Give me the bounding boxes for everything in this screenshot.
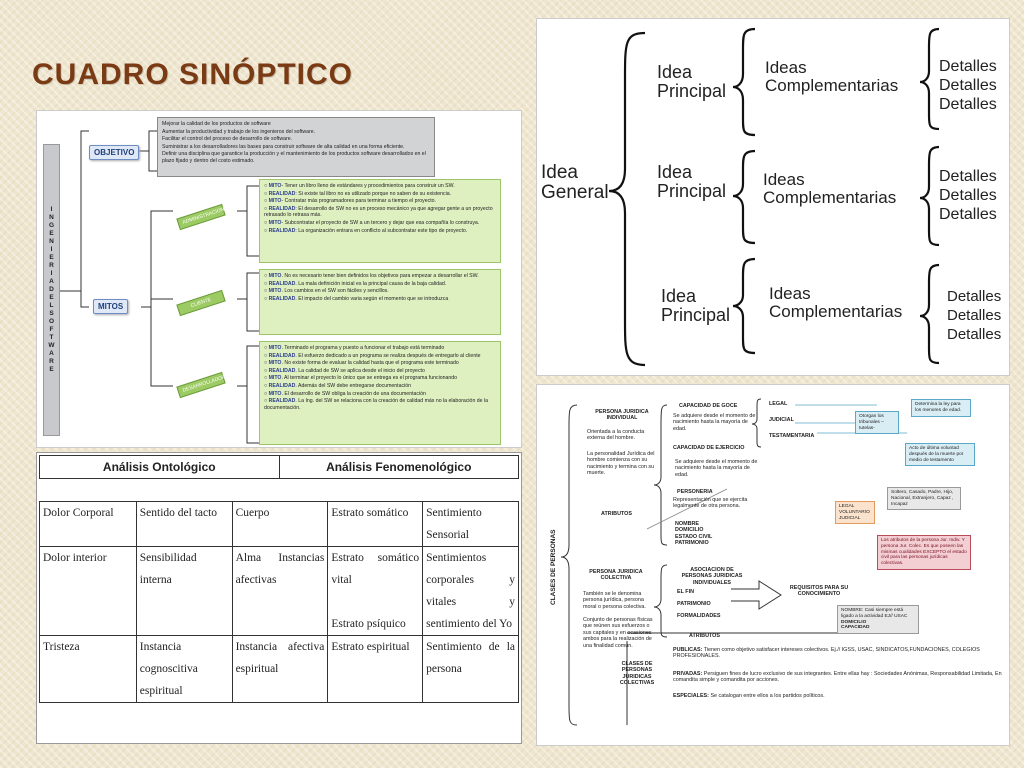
- vertical-letter: N: [49, 238, 54, 245]
- ideas-complementarias-2: [763, 171, 896, 207]
- vertical-letter: A: [49, 350, 54, 357]
- capacidad-goce-desc: Se adquiere desde el momento de nacimiento hasta la mayoría de edad.: [673, 413, 756, 432]
- table-cell: Sensibilidad interna: [136, 547, 232, 636]
- header-fenomenologico: Análisis Fenomenológico: [326, 460, 472, 474]
- myth-text: . No es necesario tener bien definidos los objetivos para empezar a desarrollar el SW.: [281, 273, 479, 279]
- formalidades-label: FORMALIDADES: [677, 613, 721, 619]
- vertical-letter: R: [49, 358, 54, 365]
- myth-text: - Subcontratar el proyecto de SW a un tercero y dejar que esa compañía lo construya.: [281, 219, 480, 226]
- note-estado: Soltero, Casado, Padre, Hijo, Nacional, Extranjero, Capaz , Incapaz: [887, 487, 961, 510]
- generic-synoptic-chart: [536, 18, 1010, 376]
- myth-item: ○ REALIDAD. La calidad de SW se aplica desde el inicio del proyecto: [264, 367, 425, 374]
- group-list-2: [264, 345, 496, 411]
- atributos2-label: ATRIBUTOS: [689, 633, 720, 639]
- myth-key: REALIDAD: [268, 398, 296, 405]
- myth-key: REALIDAD: [268, 367, 296, 374]
- vertical-letter: E: [49, 230, 54, 237]
- atributos-list: [675, 521, 712, 547]
- myth-text: . Terminado el programa y puesto a funcionar el trabajo está terminado: [281, 345, 445, 351]
- vertical-letter: E: [49, 294, 54, 301]
- myth-item: ○ MITO. El desarrollo de SW obliga la creación de una documentación: [264, 390, 426, 397]
- table-row: [40, 636, 519, 703]
- capacidad-goce: CAPACIDAD DE GOCE: [679, 403, 738, 409]
- table-cell: Tristeza: [40, 636, 137, 703]
- table-row: [40, 502, 519, 547]
- myth-item: ○ MITO- Subcontratar el proyecto de SW a un tercero y dejar que esa compañía lo construya.: [264, 219, 480, 226]
- vertical-letter: E: [49, 366, 54, 373]
- myth-item: ○ REALIDAD. La mala definición inicial es la principal causa de la baja calidad.: [264, 280, 447, 287]
- pji-desc1: Orientada a la conducta externa del hombre.: [587, 429, 645, 442]
- vertical-letter: L: [49, 302, 54, 309]
- judicial-label: JUDICIAL: [769, 417, 794, 423]
- myth-item: ○ REALIDAD. El esfuerzo dedicado a un programa se realiza después de entregarlo al cliente: [264, 352, 481, 359]
- ic1-l2: Complementarias: [765, 75, 899, 95]
- especiales-desc: Se catalogan entre ellos a los partidos políticos.: [710, 693, 825, 699]
- pjc-desc1: También se le denomina persona jurídica, persona moral o persona colectiva.: [583, 591, 646, 610]
- atributo-item: PATRIMONIO: [675, 540, 709, 547]
- vertical-letter: T: [49, 334, 54, 341]
- group-tag-0: ADMINISTRACION: [176, 204, 225, 230]
- clases-title: CLASES DE PERSONAS JURIDICAS COLECTIVAS: [619, 661, 655, 687]
- myth-item: ○ REALIDAD. Además del SW debe entregarse documentación: [264, 382, 412, 389]
- ideas-complementarias-1: [765, 59, 898, 95]
- privadas-row: [673, 671, 1003, 684]
- myth-key: REALIDAD: [268, 190, 296, 197]
- objetivo-list: [162, 121, 430, 165]
- myth-text: : Si existe tal libro no es utilizado porque no saben de su existencia.: [295, 190, 452, 197]
- myth-text: . La mala definición inicial es la principal causa de la baja calidad.: [295, 280, 447, 287]
- myth-item: ○ MITO. No es necesario tener bien definidos los objetivos para empezar a desarrollar el SW.: [264, 273, 479, 279]
- publicas-row: [673, 647, 1003, 660]
- capacidad2: CAPACIDAD: [841, 625, 870, 631]
- asociacion-label: ASOCIACION DE PERSONAS JURIDICAS INDIVIDUALES: [681, 567, 743, 586]
- detalles-2: [939, 167, 997, 224]
- idea-principal-1: [657, 63, 726, 101]
- vertical-letter: F: [49, 326, 54, 333]
- vertical-letter: A: [49, 278, 54, 285]
- vertical-letter: E: [49, 254, 54, 261]
- ip2-l1: Idea: [657, 162, 693, 182]
- vertical-letter: I: [50, 206, 53, 213]
- personeria-desc: Representación que se ejercita legalmente de otra persona.: [673, 497, 748, 510]
- table-cell: Instancia cognoscitiva espiritual: [136, 636, 232, 703]
- atributo-item: ESTADO CIVIL: [675, 533, 713, 540]
- publicas-desc: Tienen como objetivo satisfacer intereses colectivos. Ej.// IGSS, USAC, SINDICATOS,FUNDACIONES, COLEGIOS PROFESIONALES.: [673, 647, 980, 660]
- objetivo-item: Aumentar la productividad y trabajo de los ingenieros del software.: [162, 128, 316, 135]
- patrimonio-label: PATRIMONIO: [677, 601, 711, 607]
- header-ontologico: Análisis Ontológico: [40, 456, 280, 478]
- ip1-l2: Principal: [657, 80, 727, 101]
- myth-text: . La calidad de SW se aplica desde el inicio del proyecto: [295, 367, 425, 374]
- table-cell: Estrato espiritual: [328, 636, 423, 703]
- d3a: Detalles: [947, 288, 1002, 305]
- personeria-label: PERSONERIA: [677, 489, 713, 495]
- myth-item: ○ REALIDAD. La Ing. del SW se relaciona con la creación de calidad más no la elaboración de la documentación.: [264, 398, 489, 411]
- myth-item: ○ MITO- Tener un libro lleno de estándares y procedimientos para construir un SW.: [264, 183, 455, 189]
- vertical-letter: D: [49, 286, 54, 293]
- table-cell: Sentimientos corporales y vitales y sentimiento del Yo: [423, 547, 519, 636]
- ic2-l1: Ideas: [763, 170, 805, 189]
- d1b: Detalles: [939, 77, 997, 94]
- d1a: Detalles: [939, 58, 997, 75]
- group-list-1: [264, 273, 496, 302]
- vertical-letter: N: [49, 214, 54, 221]
- myth-text: . El desarrollo de SW obliga la creación de una documentación: [281, 390, 426, 397]
- table-cell: Estrato somático: [328, 502, 423, 547]
- myth-text: - Contratar más programadores para terminar a tiempo el proyecto.: [281, 198, 436, 205]
- vertical-letter: R: [49, 262, 54, 269]
- root-label: CLASES DE PERSONAS: [550, 529, 557, 605]
- pji-title: PERSONA JURIDICA INDIVIDUAL: [595, 409, 649, 422]
- ip2-l2: Principal: [657, 180, 727, 201]
- slide-title: CUADRO SINÓPTICO: [32, 58, 354, 91]
- software-engineering-diagram: [36, 110, 522, 448]
- vertical-letter: S: [49, 310, 54, 317]
- myth-key: MITO: [268, 345, 282, 351]
- note-acto: Acto de última voluntad después de la muerte por medio de testamento: [905, 443, 975, 466]
- legal-voluntario-judicial: LEGAL VOLUNTARIO JUDICIAL: [835, 501, 875, 524]
- objetivo-item: Definir una disciplina que garantice la producción y el mantenimiento de los productos software desarrollados en el plazo fijado y dentro del costo estimado.: [162, 151, 426, 164]
- testamentaria-label: TESTAMENTARIA: [769, 433, 815, 439]
- myth-key: REALIDAD: [268, 205, 296, 212]
- pjc-title: PERSONA JURIDICA COLECTIVA: [589, 569, 643, 582]
- myth-key: MITO: [268, 390, 282, 397]
- objetivo-item: Facilitar el control del proceso de desarrollo de software.: [162, 136, 293, 143]
- group-list-0: [264, 183, 496, 234]
- requisitos-label: REQUISITOS PARA SU CONOCIMIENTO: [789, 585, 849, 598]
- idea-general-l1: Idea: [541, 162, 578, 183]
- vertical-letter: I: [50, 246, 53, 253]
- privadas-label: PRIVADAS:: [673, 671, 703, 677]
- table-cell: Sentido del tacto: [136, 502, 232, 547]
- myth-text: . Los cambios en el SW son fáciles y sencillos.: [281, 288, 389, 295]
- atributo-item: DOMICILIO: [675, 527, 704, 534]
- idea-principal-3: [661, 287, 730, 325]
- myth-text: . Al terminar el proyecto lo único que se entrega es el programa funcionando: [281, 375, 458, 382]
- objetivo-item: Mejorar la calidad de los productos de software: [162, 121, 271, 127]
- ic3-l2: Complementarias: [769, 301, 903, 321]
- myth-text: . Además del SW debe entregarse documentación: [295, 382, 412, 389]
- myth-text: : El desarrollo de SW no es un proceso mecánico ya que agregar gente a un proyecto retrasado lo retrasa más.: [264, 205, 493, 219]
- note-tribunales: Otorgan los tribunales – tutelas-: [855, 411, 899, 434]
- myth-key: MITO: [268, 273, 282, 279]
- vertical-letter: W: [48, 342, 55, 349]
- especiales-row: [673, 693, 1003, 699]
- publicas-label: PUBLICAS:: [673, 647, 703, 653]
- ip3-l1: Idea: [661, 286, 697, 306]
- capacidad-ejercicio: CAPACIDAD DE EJERCICIO: [673, 445, 745, 451]
- myth-key: REALIDAD: [268, 295, 296, 302]
- idea-principal-2: [657, 163, 726, 201]
- myth-text: . La Ing. del SW se relaciona con la creación de calidad más no la elaboración de la documentación.: [264, 398, 489, 411]
- el-fin-label: EL FIN: [677, 589, 694, 595]
- group-tag-2: DESARROLLADOR: [176, 372, 225, 398]
- table-cell: Dolor Corporal: [40, 502, 137, 547]
- myth-text: . El esfuerzo dedicado a un programa se realiza después de entregarlo al cliente: [295, 352, 481, 359]
- analysis-table: [39, 501, 519, 703]
- detalles-1: [939, 57, 997, 114]
- myth-item: ○ MITO. No existe forma de evaluar la calidad hasta que el programa este terminado: [264, 360, 459, 367]
- d1c: Detalles: [939, 96, 997, 113]
- table-cell: Alma Instancias afectivas: [232, 547, 328, 636]
- vertical-letter: O: [48, 318, 55, 325]
- note-ley: Determina la ley para los menores de edad.: [911, 399, 971, 417]
- myth-text: . El impacto del cambio varia según el momento que se introduzca: [295, 295, 449, 302]
- myth-key: REALIDAD: [268, 352, 296, 359]
- d2a: Detalles: [939, 168, 997, 185]
- ic3-l1: Ideas: [769, 284, 811, 303]
- pjc-desc2: Conjunto de personas físicas que reúnen sus esfuerzos o sus capitales y en ocasiones ambos para la realización de una finalidad común.: [583, 617, 653, 649]
- table-row: [40, 547, 519, 636]
- idea-general-label: [541, 163, 609, 203]
- note-nombre: [837, 605, 919, 634]
- myth-item: ○ MITO. Los cambios en el SW son fáciles y sencillos.: [264, 288, 389, 295]
- table-cell: Estrato somático vital Estrato psíquico: [328, 547, 423, 636]
- myth-key: MITO: [268, 288, 282, 295]
- ip3-l2: Principal: [661, 304, 731, 325]
- analysis-header: [39, 455, 519, 479]
- privadas-desc: Persiguen fines de lucro exclusivo de sus integrantes. Entre ellas hay : Sociedades Anónimas, Responsabilidad Limitada, En comandita simple y comandita por acciones.: [673, 671, 1002, 684]
- table-cell: Sentimiento de la persona: [423, 636, 519, 703]
- group-box-0: [259, 179, 501, 263]
- myth-item: ○ MITO. Terminado el programa y puesto a funcionar el trabajo está terminado: [264, 345, 445, 351]
- detalles-3: [947, 287, 1001, 344]
- table-cell: Cuerpo: [232, 502, 328, 547]
- d3c: Detalles: [947, 326, 1002, 343]
- objetivo-item: Suministrar a los desarrolladores las bases para construir software de alta calidad en una forma eficiente.: [162, 143, 405, 150]
- myth-item: ○ MITO- Contratar más programadores para terminar a tiempo el proyecto.: [264, 198, 436, 205]
- analysis-table-panel: [36, 452, 522, 744]
- d2c: Detalles: [939, 206, 997, 223]
- table-cell: Instancia afectiva espiritual: [232, 636, 328, 703]
- myth-item: ○ MITO. Al terminar el proyecto lo único que se entrega es el programa funcionando: [264, 375, 458, 382]
- domicilio2: DOMICILIO: [841, 619, 867, 625]
- myth-key: MITO: [268, 360, 282, 367]
- ideas-complementarias-3: [769, 285, 902, 321]
- d3b: Detalles: [947, 307, 1002, 324]
- atributo-item: NOMBRE: [675, 521, 699, 527]
- idea-general-l2: General: [541, 181, 609, 203]
- myth-key: MITO: [268, 219, 282, 226]
- clases-personas-diagram: [536, 384, 1010, 746]
- myth-item: ○ REALIDAD: La organización entrara en conflicto al subcontratar este tipo de proyecto.: [264, 227, 468, 234]
- vertical-letter: I: [50, 270, 53, 277]
- ip1-l1: Idea: [657, 62, 693, 82]
- ic2-l2: Complementarias: [763, 187, 897, 207]
- note-nombre-text: NOMBRE: Casi siempre está ligado a la actividad EJ// USAC: [841, 608, 908, 619]
- myth-key: MITO: [268, 198, 282, 205]
- vertical-letter: G: [48, 222, 55, 229]
- d2b: Detalles: [939, 187, 997, 204]
- myth-item: ○ REALIDAD: Si existe tal libro no es utilizado porque no saben de su existencia.: [264, 190, 452, 197]
- note-atributos: Los atributos de la persona Jur. Indiv. Y persona Jur. Colec. Es que poseen las mismas cualidades EXCEPTO el estado civil para las personas jurídicas colectivas.: [877, 535, 971, 570]
- myth-item: ○ REALIDAD. El impacto del cambio varia según el momento que se introduzca: [264, 295, 449, 302]
- atributos-label: ATRIBUTOS: [601, 511, 632, 517]
- myth-key: REALIDAD: [268, 280, 296, 287]
- table-cell: Sentimiento Sensorial: [423, 502, 519, 547]
- table-cell: Dolor interior: [40, 547, 137, 636]
- ic1-l1: Ideas: [765, 58, 807, 77]
- mitos-tag: MITOS: [93, 299, 128, 314]
- objetivo-box: [157, 117, 435, 177]
- myth-key: REALIDAD: [268, 227, 296, 234]
- legal-label: LEGAL: [769, 401, 788, 407]
- myth-text: : La organización entrara en conflicto al subcontratar este tipo de proyecto.: [295, 227, 468, 234]
- objetivo-tag: OBJETIVO: [89, 145, 139, 160]
- myth-text: . No existe forma de evaluar la calidad hasta que el programa este terminado: [281, 360, 459, 367]
- especiales-label: ESPECIALES:: [673, 693, 709, 699]
- group-box-1: [259, 269, 501, 335]
- myth-key: MITO: [268, 375, 282, 382]
- capacidad-ejercicio-desc: Se adquiere desde el momento de nacimiento hasta la mayoría de edad.: [675, 459, 758, 478]
- myth-key: MITO: [268, 183, 282, 189]
- group-tag-1: CLIENTE: [176, 290, 225, 316]
- pji-desc2: La personalidad Jurídica del hombre comienza con su nacimiento y termina con su muerte.: [587, 451, 655, 477]
- group-box-2: [259, 341, 501, 445]
- myth-item: ○ REALIDAD: El desarrollo de SW no es un proceso mecánico ya que agregar gente a un proyecto retrasado lo retrasa más.: [264, 205, 493, 219]
- myth-key: REALIDAD: [268, 382, 296, 389]
- myth-text: - Tener un libro lleno de estándares y procedimientos para construir un SW.: [281, 183, 455, 189]
